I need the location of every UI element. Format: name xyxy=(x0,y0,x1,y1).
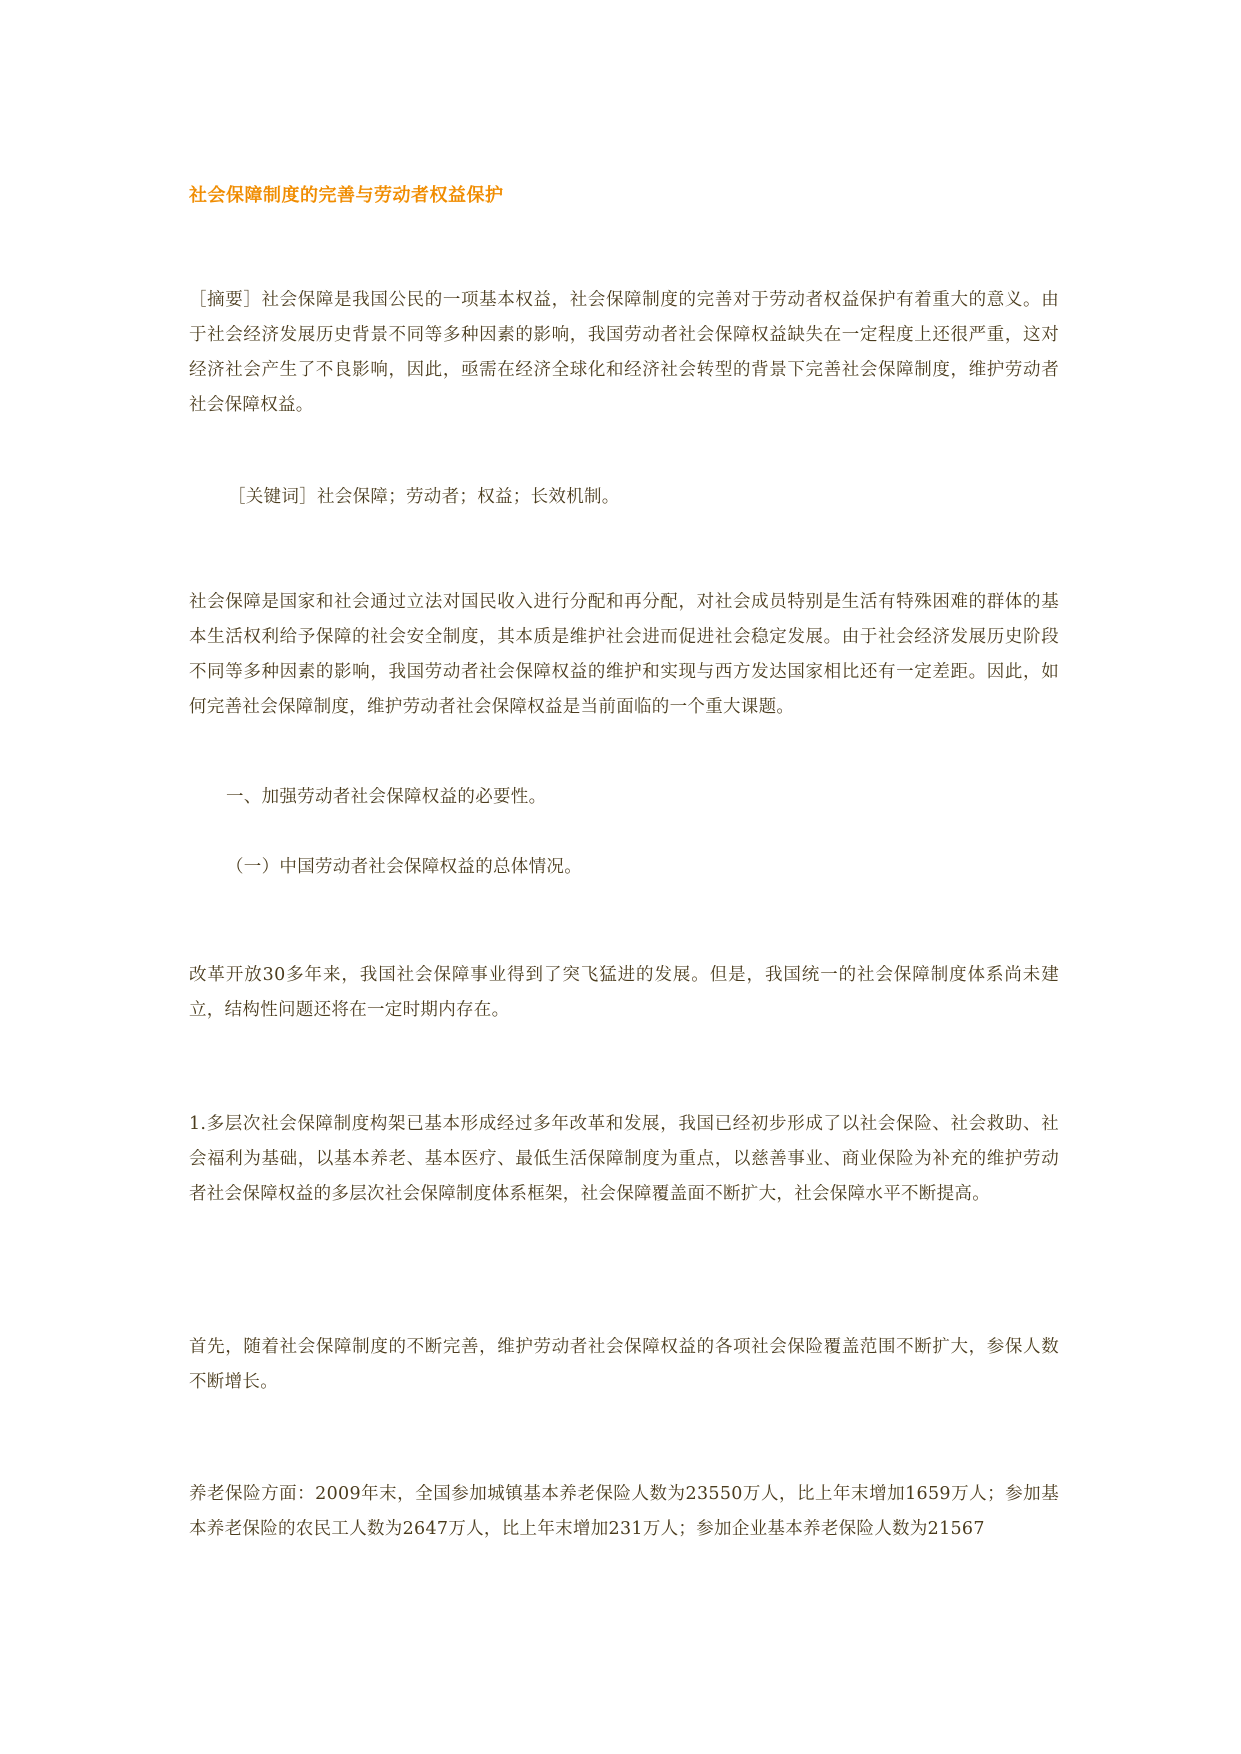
keywords-paragraph: ［关键词］社会保障；劳动者；权益；长效机制。 xyxy=(228,487,620,507)
reform-paragraph: 改革开放30多年来，我国社会保障事业得到了突飞猛进的发展。但是，我国统一的社会保障制度体系尚未建立，结构性问题还将在一定时期内存在。 xyxy=(189,965,1059,1020)
abstract-paragraph: ［摘要］社会保障是我国公民的一项基本权益，社会保障制度的完善对于劳动者权益保护有着重大的意义。由于社会经济发展历史背景不同等多种因素的影响，我国劳动者社会保障权益缺失在一定程度上还很严重，这对经济社会产生了不良影响，因此，亟需在经济全球化和经济社会转型的背景下完善社会保障制度，维护劳动者社会保障权益。 xyxy=(189,290,1059,415)
multi-level-paragraph: 1.多层次社会保障制度构架已基本形成经过多年改革和发展，我国已经初步形成了以社会保险、社会救助、社会福利为基础，以基本养老、基本医疗、最低生活保障制度为重点，以慈善事业、商业保险为补充的维护劳动者社会保障权益的多层次社会保障制度体系框架，社会保障覆盖面不断扩大，社会保障水平不断提高。 xyxy=(189,1114,1059,1204)
section-heading-1-1: （一）中国劳动者社会保障权益的总体情况。 xyxy=(226,857,582,877)
pension-paragraph: 养老保险方面：2009年末，全国参加城镇基本养老保险人数为23550万人，比上年末增加1659万人；参加基本养老保险的农民工人数为2647万人，比上年末增加231万人；参加企业基本养老保险人数为21567 xyxy=(189,1484,1059,1539)
section-heading-1: 一、加强劳动者社会保障权益的必要性。 xyxy=(226,787,547,807)
intro-paragraph: 社会保障是国家和社会通过立法对国民收入进行分配和再分配，对社会成员特别是生活有特殊困难的群体的基本生活权利给予保障的社会安全制度，其本质是维护社会进而促进社会稳定发展。由于社会经济发展历史阶段不同等多种因素的影响，我国劳动者社会保障权益的维护和实现与西方发达国家相比还有一定差距。因此，如何完善社会保障制度，维护劳动者社会保障权益是当前面临的一个重大课题。 xyxy=(189,592,1059,717)
first-paragraph: 首先，随着社会保障制度的不断完善，维护劳动者社会保障权益的各项社会保险覆盖范围不断扩大，参保人数不断增长。 xyxy=(189,1337,1059,1392)
document-title: 社会保障制度的完善与劳动者权益保护 xyxy=(189,185,504,206)
